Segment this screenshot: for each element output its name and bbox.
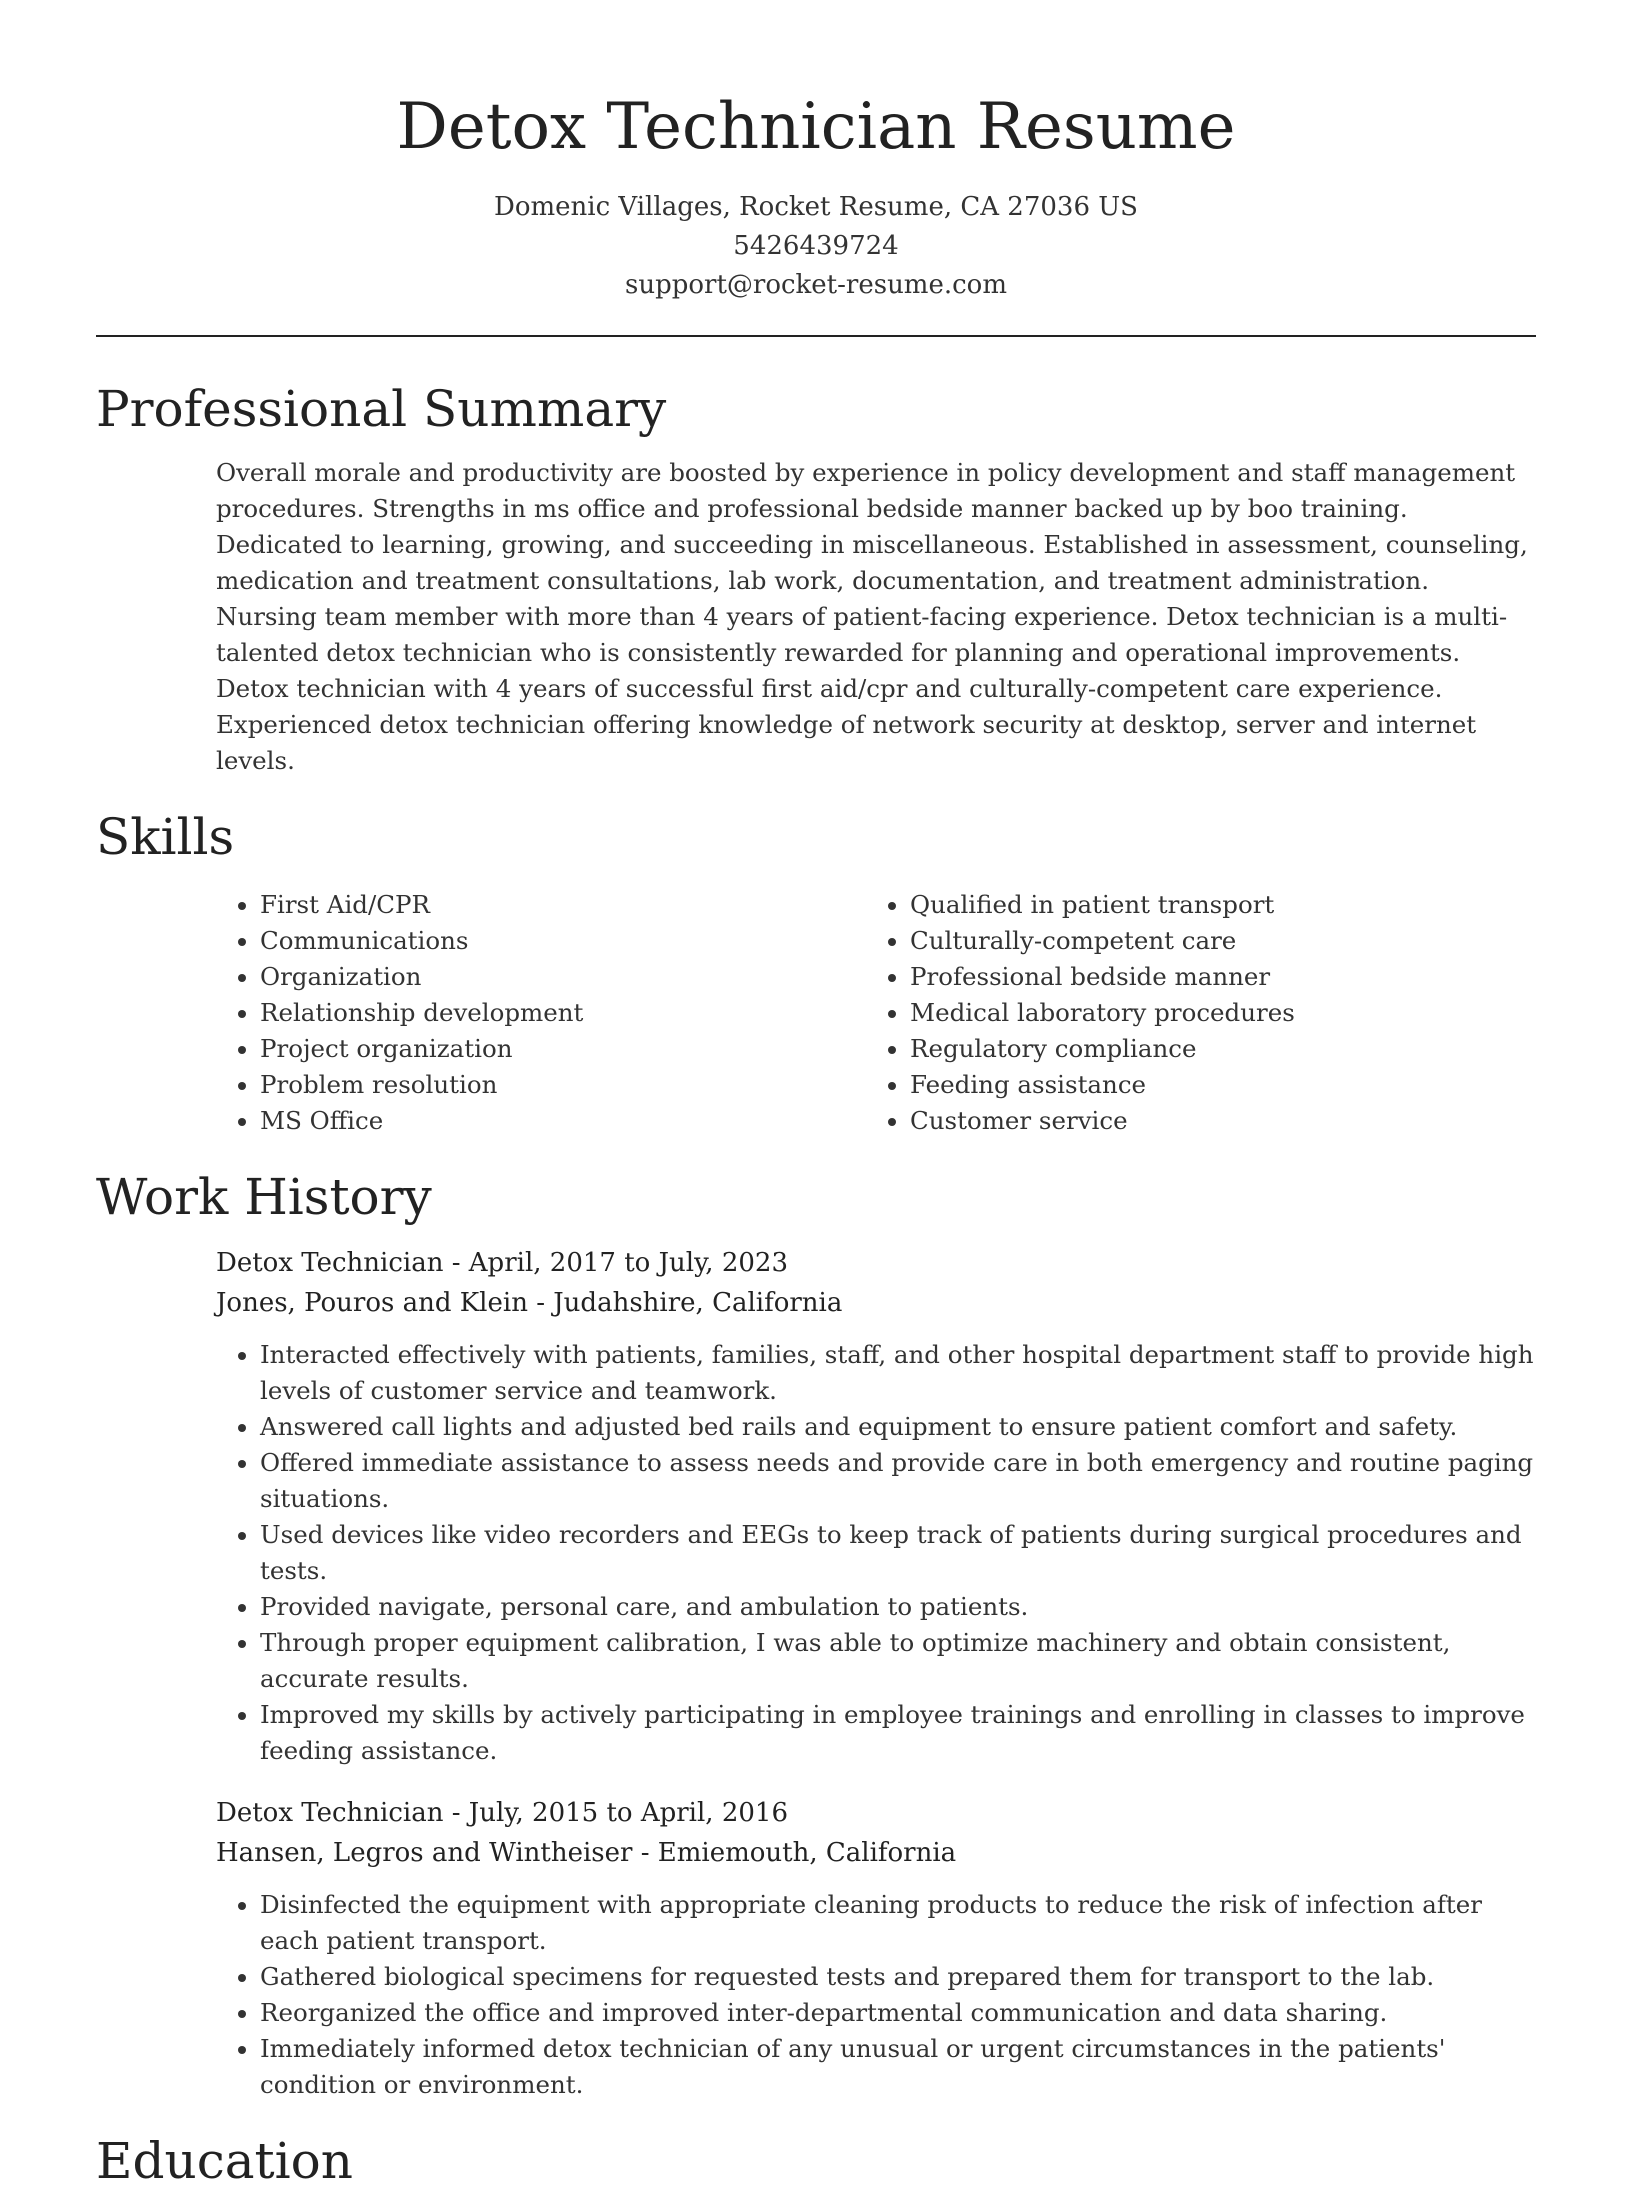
job-entry [216,1243,1536,1769]
job-employer-line: Jones, Pouros and Klein - Judahshire, California [216,1288,843,1318]
skill-item: • MS Office [260,1103,746,1139]
skills-column-right [746,887,1446,1139]
job-bullet: • Through proper equipment calibration, I was able to optimize machinery and obtain consistent, accurate results. [260,1625,1536,1697]
skill-item: • Feeding assistance [910,1067,1446,1103]
skill-item: • Customer service [910,1103,1446,1139]
contact-email: support@rocket-resume.com [624,270,1007,300]
header-divider [96,335,1536,337]
job-title-line: Detox Technician - April, 2017 to July, 2023 [216,1248,788,1278]
job-entry [216,1793,1536,2103]
skill-item: • Relationship development [260,995,746,1031]
job-bullet: • Improved my skills by actively participating in employee trainings and enrolling in classes to improve feeding assistance. [260,1697,1536,1769]
job-bullet: • Interacted effectively with patients, families, staff, and other hospital department staff to provide high levels of customer service and teamwork. [260,1337,1536,1409]
summary-heading: Professional Summary [96,380,667,438]
skill-item: • Culturally-competent care [910,923,1446,959]
job-bullet: • Immediately informed detox technician of any unusual or urgent circumstances in the patients' condition or environment. [260,2031,1536,2103]
contact-address: Domenic Villages, Rocket Resume, CA 27036 US [494,192,1138,222]
skills-column-left [96,887,746,1139]
job-bullets [216,1887,1536,2103]
contact-block [96,188,1536,305]
job-bullet: • Offered immediate assistance to assess needs and provide care in both emergency and routine paging situations. [260,1445,1536,1517]
skill-item: • Organization [260,959,746,995]
job-bullet: • Provided navigate, personal care, and ambulation to patients. [260,1589,1536,1625]
summary-text: Overall morale and productivity are boosted by experience in policy development and staff management procedures. Strengths in ms office and professional bedside manner backed up by boo training. Dedicated to learning, growing, and succeeding in miscellaneous. Established in assessment, counseling, medication and treatment consultations, lab work, documentation, and treatment administration. Nursing team member with more than 4 years of patient-facing experience. Detox technician is a multi-talented detox technician who is consistently rewarded for planning and operational improvements. Detox technician with 4 years of successful first aid/cpr and culturally-competent care experience. Experienced detox technician offering knowledge of network security at desktop, server and internet levels. [216,458,1528,775]
resume-title: Detox Technician Resume [396,90,1236,164]
skill-item: • Professional bedside manner [910,959,1446,995]
job-bullet: • Reorganized the office and improved inter-departmental communication and data sharing. [260,1995,1536,2031]
job-bullet: • Disinfected the equipment with appropriate cleaning products to reduce the risk of infection after each patient transport. [260,1887,1536,1959]
job-bullet: • Answered call lights and adjusted bed rails and equipment to ensure patient comfort and safety. [260,1409,1536,1445]
job-bullet: • Gathered biological specimens for requested tests and prepared them for transport to the lab. [260,1959,1536,1995]
skill-item: • Medical laboratory procedures [910,995,1446,1031]
skill-item: • Regulatory compliance [910,1031,1446,1067]
skill-item: • Communications [260,923,746,959]
skill-item: • Problem resolution [260,1067,746,1103]
job-title-line: Detox Technician - July, 2015 to April, 2016 [216,1798,788,1828]
job-bullets [216,1337,1536,1769]
work-history-heading: Work History [96,1168,432,1226]
skills-list [96,887,1536,1139]
contact-phone: 5426439724 [733,231,899,261]
education-heading: Education [96,2132,353,2190]
resume-page [96,0,1536,2193]
skills-heading: Skills [96,808,235,866]
skill-item: • First Aid/CPR [260,887,746,923]
job-bullet: • Used devices like video recorders and EEGs to keep track of patients during surgical procedures and tests. [260,1517,1536,1589]
skill-item: • Project organization [260,1031,746,1067]
job-employer-line: Hansen, Legros and Wintheiser - Emiemouth, California [216,1838,957,1868]
skill-item: • Qualified in patient transport [910,887,1446,923]
